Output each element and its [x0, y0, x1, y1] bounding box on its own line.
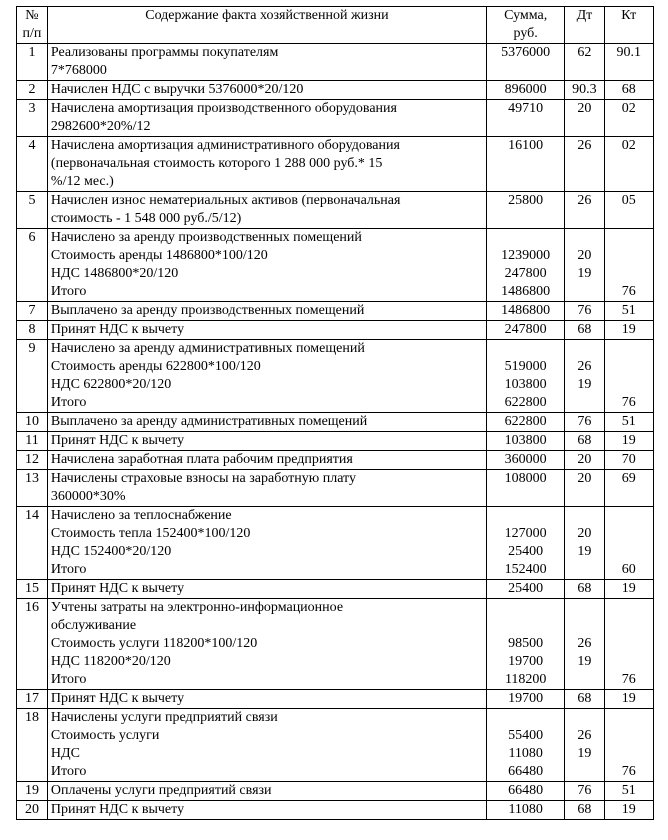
row-number: 6 — [17, 229, 48, 302]
row-debit-line — [568, 763, 600, 781]
row-number: 4 — [17, 137, 48, 192]
row-debit — [565, 801, 604, 820]
row-debit-line: 26 — [577, 728, 592, 743]
row-number: 8 — [17, 321, 48, 340]
row-description-line: Итого — [50, 562, 87, 577]
row-description — [47, 451, 486, 470]
row-debit — [565, 507, 604, 580]
row-sum-line — [490, 229, 561, 247]
row-sum-line — [490, 488, 561, 506]
row-sum-line — [490, 507, 561, 525]
row-number: 20 — [17, 801, 48, 820]
row-sum — [487, 599, 565, 690]
row-sum-line — [490, 599, 561, 617]
row-debit-line: 26 — [577, 138, 592, 153]
table-row — [17, 413, 654, 432]
row-debit-line: 26 — [577, 193, 592, 208]
row-credit-line — [608, 340, 651, 358]
row-description — [47, 100, 486, 137]
row-description-line: Начислен износ нематериальных активов (первоначальная — [50, 193, 401, 208]
row-credit-line: 19 — [621, 433, 636, 448]
row-description-line: НДС 622800*20/120 — [50, 377, 172, 392]
row-credit-line — [608, 745, 651, 763]
row-credit-line — [608, 265, 651, 283]
row-sum-line — [490, 210, 561, 228]
row-sum — [487, 690, 565, 709]
row-credit — [604, 507, 654, 580]
row-credit-line — [608, 488, 651, 506]
row-description-line: Начислены страховые взносы на заработную плату — [50, 471, 356, 486]
row-credit — [604, 192, 654, 229]
row-number: 11 — [17, 432, 48, 451]
row-description — [47, 782, 486, 801]
row-debit — [565, 44, 604, 81]
row-credit — [604, 302, 654, 321]
row-description — [47, 229, 486, 302]
row-description-line: Начислена амортизация административного оборудования — [50, 138, 400, 153]
row-sum-line — [490, 173, 561, 191]
row-sum-line: 1486800 — [501, 303, 551, 318]
row-description-line: Принят НДС к вычету — [50, 581, 185, 596]
row-number: 3 — [17, 100, 48, 137]
row-sum — [487, 192, 565, 229]
row-description — [47, 81, 486, 100]
row-description-line: Итого — [50, 395, 87, 410]
header-debit: Дт — [565, 7, 604, 44]
row-debit-line — [568, 507, 600, 525]
row-debit-line: 76 — [577, 303, 592, 318]
row-credit-line — [608, 247, 651, 265]
row-sum-line: 519000 — [504, 359, 547, 374]
table-row — [17, 599, 654, 690]
row-sum-line: 25800 — [508, 193, 544, 208]
row-sum-line: 622800 — [504, 395, 547, 410]
row-debit-line: 26 — [577, 636, 592, 651]
row-description — [47, 302, 486, 321]
row-credit-line — [608, 376, 651, 394]
row-credit-line: 05 — [621, 193, 636, 208]
row-description-line: Стоимость услуги — [50, 728, 160, 743]
row-sum — [487, 340, 565, 413]
row-number: 17 — [17, 690, 48, 709]
row-number: 10 — [17, 413, 48, 432]
row-sum-line: 66480 — [508, 783, 544, 798]
row-description-line: НДС 152400*20/120 — [50, 544, 172, 559]
row-credit-line: 02 — [621, 138, 636, 153]
row-sum — [487, 709, 565, 782]
row-credit-line: 51 — [621, 783, 636, 798]
row-description-line: Начислено за аренду производственных помещений — [50, 230, 362, 245]
row-number: 18 — [17, 709, 48, 782]
row-debit-line: 20 — [577, 471, 592, 486]
row-credit-line: 02 — [621, 101, 636, 116]
row-debit-line — [568, 155, 600, 173]
row-credit-line — [608, 358, 651, 376]
row-description-line: Итого — [50, 672, 87, 687]
header-credit: Кт — [604, 7, 654, 44]
row-sum — [487, 507, 565, 580]
row-credit-line: 19 — [621, 322, 636, 337]
row-debit — [565, 321, 604, 340]
row-credit-line — [608, 617, 651, 635]
table-row — [17, 507, 654, 580]
row-credit-line: 76 — [621, 284, 636, 299]
row-description-line: Выплачено за аренду производственных помещений — [50, 303, 365, 318]
row-sum — [487, 229, 565, 302]
row-credit-line — [608, 62, 651, 80]
table-row — [17, 44, 654, 81]
row-debit — [565, 709, 604, 782]
table-row — [17, 432, 654, 451]
row-number: 1 — [17, 44, 48, 81]
row-description — [47, 801, 486, 820]
row-sum-line: 103800 — [504, 377, 547, 392]
row-description-line: 360000*30% — [50, 489, 126, 504]
row-description — [47, 599, 486, 690]
row-credit-line: 19 — [621, 581, 636, 596]
row-debit — [565, 81, 604, 100]
row-sum-line — [490, 155, 561, 173]
row-debit-line — [568, 709, 600, 727]
table-body — [17, 44, 654, 820]
row-sum-line: 152400 — [504, 562, 547, 577]
row-description-line: НДС 118200*20/120 — [50, 654, 171, 669]
row-debit-line: 20 — [577, 452, 592, 467]
row-credit — [604, 580, 654, 599]
row-sum-line: 98500 — [508, 636, 544, 651]
row-description — [47, 470, 486, 507]
row-description-line: Итого — [50, 764, 87, 779]
row-sum — [487, 81, 565, 100]
row-debit-line — [568, 340, 600, 358]
row-description-line: Принят НДС к вычету — [50, 691, 185, 706]
row-credit — [604, 229, 654, 302]
row-debit — [565, 413, 604, 432]
row-description-line: Учтены затраты на электронно-информационное — [50, 600, 344, 615]
row-description-line: %/12 мес.) — [50, 174, 114, 189]
row-description-line: Начислена амортизация производственного оборудования — [50, 101, 397, 116]
row-credit — [604, 413, 654, 432]
row-debit-line: 68 — [577, 433, 592, 448]
row-description-line: НДС 1486800*20/120 — [50, 266, 179, 281]
row-description-line: Принят НДС к вычету — [50, 322, 185, 337]
row-debit — [565, 302, 604, 321]
row-credit-line — [608, 155, 651, 173]
row-debit-line: 62 — [577, 45, 592, 60]
row-description-line: 2982600*20%/12 — [50, 119, 151, 134]
row-sum — [487, 580, 565, 599]
row-debit-line: 19 — [577, 544, 592, 559]
row-credit — [604, 451, 654, 470]
row-sum-line: 11080 — [508, 746, 543, 761]
row-debit-line — [568, 394, 600, 412]
table-row — [17, 580, 654, 599]
row-credit-line: 70 — [621, 452, 636, 467]
row-number: 13 — [17, 470, 48, 507]
row-number: 14 — [17, 507, 48, 580]
row-sum-line: 247800 — [504, 322, 547, 337]
row-debit-line: 76 — [577, 414, 592, 429]
row-credit-line: 76 — [621, 672, 636, 687]
row-debit — [565, 432, 604, 451]
row-debit — [565, 470, 604, 507]
row-credit — [604, 782, 654, 801]
row-debit-line — [568, 283, 600, 301]
row-credit-line — [608, 543, 651, 561]
row-sum — [487, 44, 565, 81]
row-credit-line — [608, 653, 651, 671]
row-description-line: Реализованы программы покупателям — [50, 45, 279, 60]
row-debit — [565, 451, 604, 470]
table-row — [17, 709, 654, 782]
row-description-line: Стоимость услуги 118200*100/120 — [50, 636, 258, 651]
row-sum-line: 19700 — [508, 654, 544, 669]
row-sum — [487, 432, 565, 451]
table-row — [17, 229, 654, 302]
row-sum — [487, 321, 565, 340]
row-sum-line: 19700 — [508, 691, 544, 706]
row-debit — [565, 100, 604, 137]
table-row — [17, 690, 654, 709]
row-description — [47, 709, 486, 782]
row-number: 9 — [17, 340, 48, 413]
table-row — [17, 321, 654, 340]
row-description — [47, 137, 486, 192]
row-description-line: Стоимость аренды 1486800*100/120 — [50, 248, 268, 263]
table-row — [17, 137, 654, 192]
row-sum-line — [490, 118, 561, 136]
row-credit-line: 76 — [621, 764, 636, 779]
row-sum — [487, 413, 565, 432]
row-sum-line: 108000 — [504, 471, 547, 486]
row-credit-line — [608, 507, 651, 525]
row-description-line: Стоимость аренды 622800*100/120 — [50, 359, 261, 374]
row-credit-line — [608, 525, 651, 543]
row-debit-line: 20 — [577, 526, 592, 541]
row-description — [47, 413, 486, 432]
row-description — [47, 690, 486, 709]
row-debit-line: 76 — [577, 783, 592, 798]
header-sum: Сумма, руб. — [487, 7, 565, 44]
row-debit-line: 19 — [577, 266, 592, 281]
table-row — [17, 801, 654, 820]
row-credit — [604, 137, 654, 192]
row-description — [47, 321, 486, 340]
row-credit-line: 51 — [621, 414, 636, 429]
row-sum-line — [490, 340, 561, 358]
row-sum-line: 66480 — [508, 764, 544, 779]
row-description-line: Начислены услуги предприятий связи — [50, 710, 278, 725]
row-credit-line — [608, 210, 651, 228]
row-debit-line — [568, 617, 600, 635]
row-description-line: Начислен НДС с выручки 5376000*20/120 — [50, 82, 304, 97]
row-sum — [487, 801, 565, 820]
row-debit-line: 20 — [577, 248, 592, 263]
row-credit-line — [608, 635, 651, 653]
row-credit-line: 90.1 — [616, 45, 641, 60]
row-description-line: Выплачено за аренду административных помещений — [50, 414, 368, 429]
row-number: 12 — [17, 451, 48, 470]
row-debit-line: 68 — [577, 691, 592, 706]
row-sum — [487, 782, 565, 801]
table-row — [17, 782, 654, 801]
row-sum — [487, 302, 565, 321]
row-description — [47, 507, 486, 580]
row-sum-line: 49710 — [508, 101, 544, 116]
row-description-line: Стоимость тепла 152400*100/120 — [50, 526, 251, 541]
table-row — [17, 100, 654, 137]
row-debit-line: 90.3 — [572, 82, 597, 97]
row-credit-line: 76 — [621, 395, 636, 410]
row-debit-line: 68 — [577, 581, 592, 596]
row-sum-line: 118200 — [504, 672, 547, 687]
row-sum-line: 25400 — [508, 544, 544, 559]
row-debit-line: 19 — [577, 654, 592, 669]
row-sum-line — [490, 62, 561, 80]
table-row — [17, 192, 654, 229]
row-description-line: 7*768000 — [50, 63, 107, 78]
row-description — [47, 192, 486, 229]
row-debit-line: 68 — [577, 322, 592, 337]
row-sum-line: 5376000 — [501, 45, 551, 60]
journal-table — [16, 6, 654, 820]
row-description-line: Начислена заработная плата рабочим предприятия — [50, 452, 353, 467]
row-debit — [565, 599, 604, 690]
row-debit-line — [568, 173, 600, 191]
row-description — [47, 44, 486, 81]
row-sum-line: 16100 — [508, 138, 544, 153]
row-description-line: Начислено за аренду административных помещений — [50, 341, 365, 356]
row-debit — [565, 137, 604, 192]
row-debit-line — [568, 488, 600, 506]
row-description-line: НДС — [50, 746, 80, 761]
row-sum-line: 25400 — [508, 581, 544, 596]
header-row — [17, 7, 654, 44]
row-description — [47, 432, 486, 451]
table-row — [17, 451, 654, 470]
row-credit — [604, 100, 654, 137]
row-credit-line: 19 — [621, 691, 636, 706]
row-credit-line: 51 — [621, 303, 636, 318]
row-credit — [604, 690, 654, 709]
row-debit-line: 19 — [577, 377, 592, 392]
table-row — [17, 470, 654, 507]
row-sum-line: 55400 — [508, 728, 544, 743]
row-description-line: Принят НДС к вычету — [50, 802, 185, 817]
row-credit — [604, 599, 654, 690]
row-description-line: обслуживание — [50, 618, 137, 633]
row-debit-line — [568, 210, 600, 228]
row-description-line: Оплачены услуги предприятий связи — [50, 783, 272, 798]
row-sum-line: 360000 — [504, 452, 547, 467]
row-debit-line — [568, 599, 600, 617]
row-sum-line: 1239000 — [501, 248, 551, 263]
row-debit-line: 19 — [577, 746, 592, 761]
row-sum — [487, 137, 565, 192]
row-description-line: Итого — [50, 284, 87, 299]
row-credit — [604, 470, 654, 507]
row-description — [47, 340, 486, 413]
row-number: 5 — [17, 192, 48, 229]
row-credit-line — [608, 727, 651, 745]
row-description-line: Начислено за теплоснабжение — [50, 508, 232, 523]
row-sum-line — [490, 617, 561, 635]
row-debit-line — [568, 62, 600, 80]
row-debit-line — [568, 229, 600, 247]
row-debit — [565, 782, 604, 801]
row-description-line: (первоначальная стоимость которого 1 288 000 руб.* 15 — [50, 156, 383, 171]
row-credit-line: 60 — [621, 562, 636, 577]
row-debit — [565, 690, 604, 709]
row-credit — [604, 321, 654, 340]
row-credit — [604, 81, 654, 100]
row-sum-line: 127000 — [504, 526, 547, 541]
row-number: 7 — [17, 302, 48, 321]
row-credit-line: 19 — [621, 802, 636, 817]
row-debit — [565, 580, 604, 599]
header-num: № п/п — [17, 7, 48, 44]
table-row — [17, 340, 654, 413]
row-credit — [604, 432, 654, 451]
table-row — [17, 81, 654, 100]
row-credit-line — [608, 599, 651, 617]
row-number: 19 — [17, 782, 48, 801]
row-description-line: Принят НДС к вычету — [50, 433, 185, 448]
row-credit — [604, 709, 654, 782]
row-debit-line: 26 — [577, 359, 592, 374]
row-debit — [565, 229, 604, 302]
row-debit-line: 68 — [577, 802, 592, 817]
table-row — [17, 302, 654, 321]
row-sum-line: 622800 — [504, 414, 547, 429]
row-credit — [604, 340, 654, 413]
row-debit — [565, 340, 604, 413]
row-sum-line: 247800 — [504, 266, 547, 281]
row-sum — [487, 470, 565, 507]
row-number: 15 — [17, 580, 48, 599]
row-credit-line: 68 — [621, 82, 636, 97]
row-credit-line — [608, 118, 651, 136]
row-sum — [487, 100, 565, 137]
row-debit-line — [568, 561, 600, 579]
row-sum-line: 896000 — [504, 82, 547, 97]
row-description-line: стоимость - 1 548 000 руб./5/12) — [50, 211, 242, 226]
header-description: Содержание факта хозяйственной жизни — [47, 7, 486, 44]
row-sum — [487, 451, 565, 470]
row-debit-line — [568, 118, 600, 136]
row-sum-line: 1486800 — [501, 284, 551, 299]
row-credit-line: 69 — [621, 471, 636, 486]
row-number: 16 — [17, 599, 48, 690]
row-debit — [565, 192, 604, 229]
row-sum-line: 103800 — [504, 433, 547, 448]
row-credit-line — [608, 709, 651, 727]
row-credit-line — [608, 173, 651, 191]
row-sum-line: 11080 — [508, 802, 543, 817]
row-description — [47, 580, 486, 599]
row-credit — [604, 44, 654, 81]
row-credit — [604, 801, 654, 820]
row-number: 2 — [17, 81, 48, 100]
row-credit-line — [608, 229, 651, 247]
row-debit-line — [568, 671, 600, 689]
row-sum-line — [490, 709, 561, 727]
row-debit-line: 20 — [577, 101, 592, 116]
